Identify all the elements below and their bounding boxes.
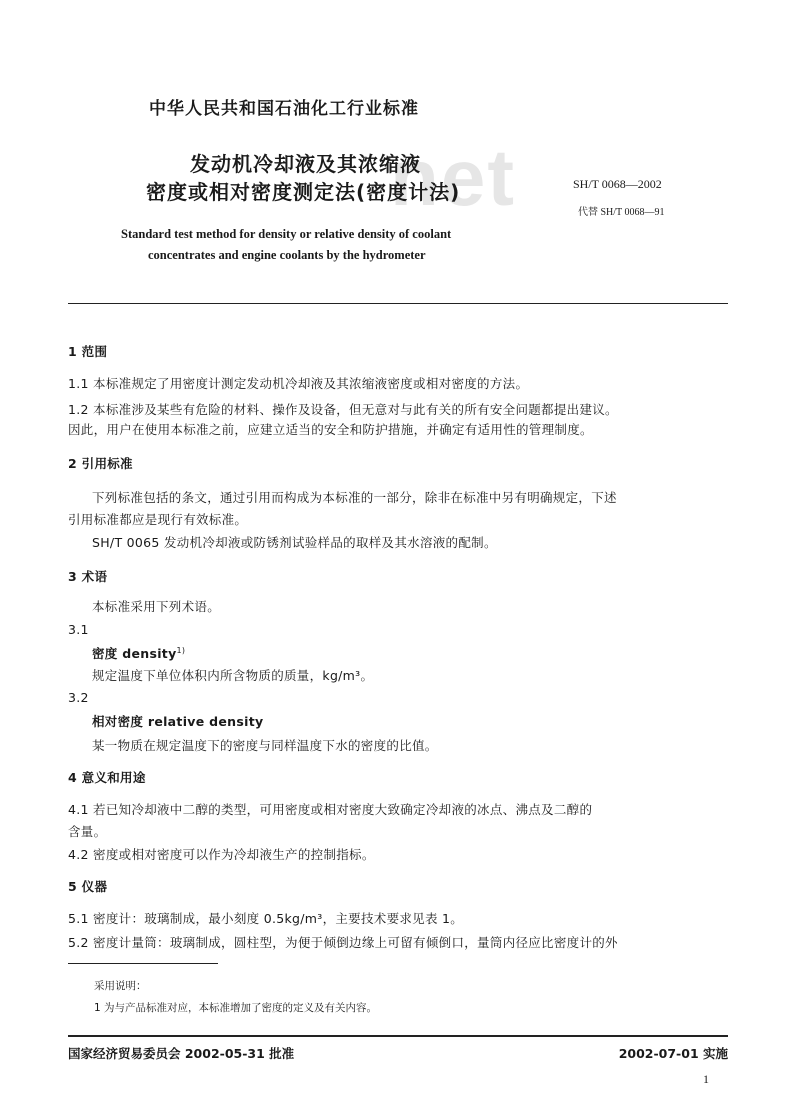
term-density-label: 密度 density xyxy=(92,646,177,661)
clause-4-1: 4.1 若已知冷却液中二醇的类型，可用密度或相对密度大致确定冷却液的冰点、沸点及二醇的 xyxy=(68,802,593,817)
section-5-heading: 5 仪器 xyxy=(68,879,108,894)
footnote-ref: 1) xyxy=(176,645,186,655)
english-title-line-2: concentrates and engine coolants by the hydrometer xyxy=(148,248,426,262)
standard-code: SH/T 0068—2002 xyxy=(573,177,662,191)
section-2-paragraph-cont: 引用标准都应是现行有效标准。 xyxy=(68,512,248,527)
section-4-heading: 4 意义和用途 xyxy=(68,770,146,785)
clause-5-2: 5.2 密度计量筒：玻璃制成，圆柱型，为便于倾倒边缘上可留有倾倒口，量筒内径应比密度计的外 xyxy=(68,935,618,950)
clause-1-2-cont: 因此，用户在使用本标准之前，应建立适当的安全和防护措施，并确定有适用性的管理制度。 xyxy=(68,422,593,437)
term-3-2-number: 3.2 xyxy=(68,690,89,705)
footnote-1: 1 为与产品标准对应，本标准增加了密度的定义及有关内容。 xyxy=(94,1002,378,1014)
clause-1-2: 1.2 本标准涉及某些有危险的材料、操作及设备，但无意对与此有关的所有安全问题都提出建议。 xyxy=(68,402,618,417)
effective-date: 2002-07-01 实施 xyxy=(618,1046,728,1061)
title-line-1: 发动机冷却液及其浓缩液 xyxy=(190,152,421,176)
term-density xyxy=(92,644,185,662)
replaces-code: 代替 SH/T 0068—91 xyxy=(578,207,665,218)
clause-4-2: 4.2 密度或相对密度可以作为冷却液生产的控制指标。 xyxy=(68,847,375,862)
approval-text: 国家经济贸易委员会 2002-05-31 批准 xyxy=(68,1046,295,1061)
clause-5-1: 5.1 密度计：玻璃制成，最小刻度 0.5kg/m³，主要技术要求见表 1。 xyxy=(68,911,464,926)
section-3-intro: 本标准采用下列术语。 xyxy=(92,599,221,614)
section-2-heading: 2 引用标准 xyxy=(68,456,133,471)
watermark: net xyxy=(390,133,516,222)
term-3-1-number: 3.1 xyxy=(68,622,89,637)
footnote-rule xyxy=(68,963,218,964)
clause-4-1-cont: 含量。 xyxy=(68,824,107,839)
reference-sh-t-0065: SH/T 0065 发动机冷却液或防锈剂试验样品的取样及其水溶液的配制。 xyxy=(92,535,497,550)
header-rule xyxy=(68,303,728,304)
section-2-paragraph: 下列标准包括的条文，通过引用而构成为本标准的一部分，除非在标准中另有明确规定，下述 xyxy=(92,490,617,505)
clause-1-1: 1.1 本标准规定了用密度计测定发动机冷却液及其浓缩液密度或相对密度的方法。 xyxy=(68,376,529,391)
page-number: 1 xyxy=(703,1072,709,1086)
footer-rule xyxy=(68,1035,728,1037)
issuer-heading: 中华人民共和国石油化工行业标准 xyxy=(149,99,419,119)
section-1-heading: 1 范围 xyxy=(68,344,108,359)
term-relative-density: 相对密度 relative density xyxy=(92,714,264,729)
term-relative-density-definition: 某一物质在规定温度下的密度与同样温度下水的密度的比值。 xyxy=(92,738,438,753)
title-line-2: 密度或相对密度测定法(密度计法) xyxy=(146,180,461,204)
footnote-label: 采用说明： xyxy=(94,980,147,992)
english-title-line-1: Standard test method for density or relative density of coolant xyxy=(121,227,452,241)
term-density-definition: 规定温度下单位体积内所含物质的质量，kg/m³。 xyxy=(92,668,374,683)
section-3-heading: 3 术语 xyxy=(68,569,108,584)
